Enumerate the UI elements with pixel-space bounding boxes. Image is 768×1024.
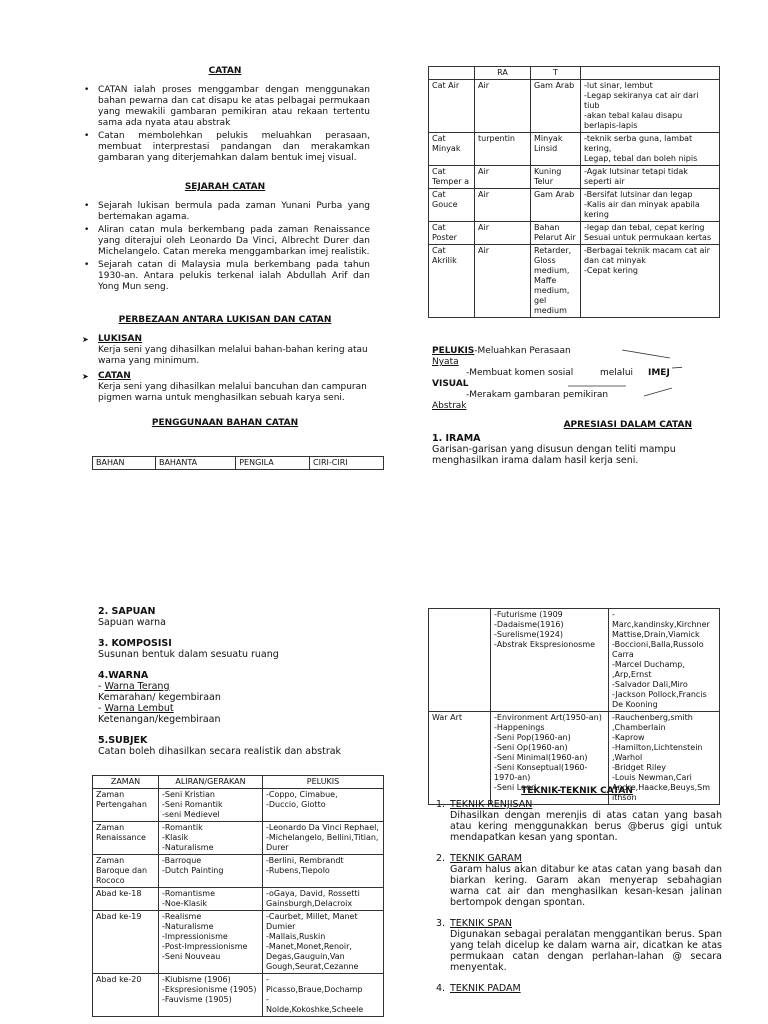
lukisan-block <box>80 334 370 367</box>
table-cell: Zaman Pertengahan <box>93 789 159 822</box>
catan-def-block <box>80 371 370 404</box>
komposisi-text: Susunan bentuk dalam sesuatu ruang <box>98 649 279 660</box>
teknik-item <box>432 918 722 973</box>
table-cell: -Romantik -Klasik -Naturalisme <box>159 822 263 855</box>
table-cell: Cat Minyak <box>429 133 475 166</box>
table-row <box>93 789 384 822</box>
sapuan-text: Sapuan warna <box>98 617 166 628</box>
table-cell: -teknik serba guna, lambat kering, Legap, tebal dan boleh nipis <box>581 133 720 166</box>
table-cell <box>429 609 491 712</box>
table-cell: -Berlini, Rembrandt -Rubens,Tiepolo <box>263 855 384 888</box>
penggunaan-title: PENGGUNAAN BAHAN CATAN <box>151 418 299 428</box>
catan-bullet: • CATAN ialah proses menggambar dengan menggunakan bahan pewarna dan cat disapu ke atas pelbagai permukaan yang mewakili gambaran pemikiran atau rekaan tertentu sama ada nyata atau abstrak <box>80 85 370 129</box>
komposisi-head: 3. KOMPOSISI <box>98 638 172 649</box>
penggunaan-header-row <box>93 457 384 470</box>
teknik-num: 4. <box>436 983 446 994</box>
table-cell: Abad ke-18 <box>93 888 159 911</box>
teknik-item-title: TEKNIK GARAM <box>450 853 522 864</box>
teknik-item-desc: Digunakan sebagai peralatan menggantikan berus. Span yang telah dicelup ke dalam warna air, dicatkan ke atas permukaan catan dengan perlahan-lahan @ secara menyentak. <box>450 929 722 973</box>
warna-head: 4.WARNA <box>98 670 149 681</box>
table-cell: -Futurisme (1909 -Dadaisme(1916) -Surelisme(1924) -Abstrak Ekspresionosme <box>491 609 609 712</box>
catan-head: CATAN <box>98 371 131 381</box>
pelukis-abstrak: Abstrak <box>432 401 467 411</box>
table-row <box>93 822 384 855</box>
apresiasi-title: APRESIASI DALAM CATAN <box>563 420 692 430</box>
table-row <box>429 189 720 222</box>
table-header-cell: RA <box>475 67 531 80</box>
sejarah-bullets <box>80 201 370 293</box>
table-cell: Cat Gouce <box>429 189 475 222</box>
table-cell: -Caurbet, Millet, Manet Dumier -Mallais,Ruskin -Manet,Monet,Renoir, Degas,Gauguin,Van Gough,Seurat,Cezanne <box>263 911 384 974</box>
table-cell: -Seni Kristian -Seni Romantik -seni Medievel <box>159 789 263 822</box>
table-cell: Minyak Linsid <box>531 133 581 166</box>
table-cell: Abad ke-19 <box>93 911 159 974</box>
warna-lembut-desc: Ketenangan/kegembiraan <box>98 714 221 725</box>
pelukis-line3: -Merakam gambaran pemikiran <box>466 390 609 400</box>
teknik-item <box>432 983 722 994</box>
table-header-row <box>93 776 384 789</box>
warna-terang: Warna Terang <box>104 681 170 692</box>
teknik-item-title: TEKNIK RENJISAN <box>450 799 533 810</box>
table-cell: Zaman Baroque dan Rococo <box>93 855 159 888</box>
table-row <box>429 245 720 318</box>
table-header-cell: PELUKIS <box>263 776 384 789</box>
teknik-num: 3. <box>436 918 446 929</box>
teknik-item-desc: Garam halus akan ditabur ke atas catan yang basah dan biarkan kering. Garam akan menyerap sebahagian warna cat air dan menghasilkan kesan-kesan jalinan bertompok dengan spontan. <box>450 864 722 908</box>
table-cell: Gam Arab <box>531 80 581 133</box>
table-header-cell: T <box>531 67 581 80</box>
table-cell: Cat Akrilik <box>429 245 475 318</box>
bahan-catan-table <box>428 66 720 318</box>
irama-head: 1. IRAMA <box>432 433 481 444</box>
pelukis-label: PELUKIS <box>432 346 475 356</box>
table-cell: Kuning Telur <box>531 166 581 189</box>
table-cell: Cat Air <box>429 80 475 133</box>
pelukis-block <box>432 346 722 410</box>
pelukis-line1: -Meluahkan Perasaan <box>474 346 571 356</box>
table-cell: -Kiubisme (1906) -Ekspresionisme (1905) -Fauvisme (1905) <box>159 974 263 1017</box>
table-header-cell: CIRI-CIRI <box>310 457 384 470</box>
table-header-cell: BAHAN <box>93 457 156 470</box>
subjek-text: Catan boleh dihasilkan secara realistik dan abstrak <box>98 746 342 757</box>
table-cell: -Rauchenberg,smith ,Chamberlain -Kaprow -Hamilton,Lichtenstein ,Warhol -Bridget Riley -Louis Newman,Cari Andre,Haacke,Beuys,Sm ithson <box>609 712 720 805</box>
arrow-bullet-icon: ➤ <box>82 372 89 381</box>
table-header-cell: PENGILA <box>236 457 310 470</box>
table-cell: - Picasso,Braue,Dochamp - Nolde,Kokoshke,Scheele <box>263 974 384 1017</box>
irama-text: Garisan-garisan yang disusun dengan teliti mampu menghasilkan irama dalam hasil kerja seni. <box>432 444 676 466</box>
pelukis-arrows-icon <box>562 346 682 406</box>
table-row <box>429 80 720 133</box>
table-cell: Air <box>475 80 531 133</box>
table-cell: Zaman Renaissance <box>93 822 159 855</box>
table-row <box>93 974 384 1017</box>
table-row <box>93 855 384 888</box>
table-cell: -Berbagai teknik macam cat air dan cat minyak -Cepat kering <box>581 245 720 318</box>
table-cell: Gam Arab <box>531 189 581 222</box>
table-cell: Abad ke-20 <box>93 974 159 1017</box>
modern-art-table <box>428 608 720 805</box>
warna-terang-desc: Kemarahan/ kegembiraan <box>98 692 221 703</box>
table-cell: Air <box>475 245 531 318</box>
perbezaan-title: PERBEZAAN ANTARA LUKISAN DAN CATAN <box>118 315 332 325</box>
table-cell: -Realisme -Naturalisme -Impressionisme -Post-Impressionisme -Seni Nouveau <box>159 911 263 974</box>
warna-lembut: Warna Lembut <box>104 703 174 714</box>
table-cell: -Barroque -Dutch Painting <box>159 855 263 888</box>
catan-title: CATAN <box>208 66 242 76</box>
table-cell: turpentin <box>475 133 531 166</box>
penggunaan-table <box>92 456 384 470</box>
catan-text: Kerja seni yang dihasilkan melalui bancuhan dan campuran pigmen warna untuk menghasilkan sebuah karya seni. <box>98 382 367 403</box>
table-header-cell: ALIRAN/GERAKAN <box>159 776 263 789</box>
table-cell: Retarder, Gloss medium, Maffe medium, gel medium <box>531 245 581 318</box>
teknik-list <box>432 799 722 994</box>
table-row <box>429 166 720 189</box>
table-cell: -lut sinar, lembut -Legap sekiranya cat air dari tiub -akan tebal kalau disapu berlapis-lapis <box>581 80 720 133</box>
catan-bullets <box>80 85 370 164</box>
table-cell: -oGaya, David, Rossetti Gainsburgh,Delacroix <box>263 888 384 911</box>
teknik-section <box>432 786 722 994</box>
teknik-item-title: TEKNIK PADAM <box>450 983 521 994</box>
table-cell: Cat Temper a <box>429 166 475 189</box>
table-cell: Air <box>475 189 531 222</box>
zaman-table <box>92 775 384 1017</box>
teknik-title: TEKNIK-TEKNIK CATAN <box>521 786 633 796</box>
teknik-item-desc: Dihasilkan dengan merenjis di atas catan yang basah atau kering menggunakkan berus @berus gigi untuk mendapatkan kesan yang spontan. <box>450 810 722 843</box>
table-cell: -legap dan tebal, cepat kering Sesuai untuk permukaan kertas <box>581 222 720 245</box>
pelukis-imej: IMEJ <box>648 368 670 378</box>
table-cell: Cat Poster <box>429 222 475 245</box>
apresiasi-block <box>432 420 722 466</box>
pelukis-visual: VISUAL <box>432 379 469 389</box>
teknik-item <box>432 853 722 908</box>
table-cell: Bahan Pelarut Air <box>531 222 581 245</box>
left-top-section <box>80 66 370 429</box>
table-cell: Air <box>475 166 531 189</box>
sejarah-bullet: • Sejarah catan di Malaysia mula berkembang pada tahun 1930-an. Antara pelukis terkenal ialah Abdullah Arif dan Yong Mun seng. <box>80 260 370 293</box>
table-cell: -Leonardo Da Vinci Rephael, -Michelangelo, Bellini,Titian, Durer <box>263 822 384 855</box>
table-cell: -Coppo, Cimabue, -Duccio, Giotto <box>263 789 384 822</box>
lukisan-text: Kerja seni yang dihasilkan melalui bahan-bahan kering atau warna yang minimum. <box>98 345 368 366</box>
teknik-num: 1. <box>436 799 446 810</box>
teknik-num: 2. <box>436 853 446 864</box>
teknik-item-title: TEKNIK SPAN <box>450 918 512 929</box>
sejarah-title: SEJARAH CATAN <box>184 182 266 192</box>
table-cell: -Environment Art(1950-an) -Happenings -Seni Pop(1960-an) -Seni Op(1960-an) -Seni Minimal(1960-an) -Seni Konseptual(1960-1970-an) -Seni Land <box>491 712 609 805</box>
table-row <box>93 911 384 974</box>
left-bottom-section: 2. SAPUAN Sapuan warna 3. KOMPOSISI Susunan bentuk dalam sesuatu ruang 4.WARNA - Warna Terang Kemarahan/ kegembiraan - Warna Lembut Ketenangan/kegembiraan 5.SUBJEK Catan boleh dihasilkan secara realistik dan abstrak <box>98 606 378 757</box>
table-row <box>429 222 720 245</box>
table-cell: -Agak lutsinar tetapi tidak seperti air <box>581 166 720 189</box>
teknik-item <box>432 799 722 843</box>
pelukis-line2: -Membuat komen sosial <box>466 368 574 378</box>
subjek-head: 5.SUBJEK <box>98 735 148 746</box>
table-row <box>93 888 384 911</box>
table-header-cell <box>581 67 720 80</box>
table-header-cell <box>429 67 475 80</box>
lukisan-head: LUKISAN <box>98 334 143 344</box>
sejarah-bullet: • Sejarah lukisan bermula pada zaman Yunani Purba yang bertemakan agama. <box>80 201 370 223</box>
table-cell: - Marc,kandinsky,Kirchner Mattise,Drain,Viamick -Boccioni,Balla,Russolo Carra -Marcel Duchamp, ,Arp,Ernst -Salvador Dali,Miro -Jackson Pollock,Francis De Kooning <box>609 609 720 712</box>
pelukis-nyata: Nyata <box>432 357 459 367</box>
table-row <box>429 609 720 712</box>
table-cell: Air <box>475 222 531 245</box>
arrow-bullet-icon: ➤ <box>82 335 89 344</box>
table-header-cell: BAHANTA <box>155 457 235 470</box>
table-cell: -Bersifat lutsinar dan legap -Kalis air dan minyak apabila kering <box>581 189 720 222</box>
catan-bullet: • Catan membolehkan pelukis meluahkan perasaan, membuat interprestasi pandangan dan merakamkan gambaran yang diterjemahkan dalam bentuk imej visual. <box>80 131 370 164</box>
table-header-cell: ZAMAN <box>93 776 159 789</box>
table-cell: War Art <box>429 712 491 805</box>
table-header-row <box>429 67 720 80</box>
sejarah-bullet: • Aliran catan mula berkembang pada zaman Renaissance yang diterajui oleh Leonardo Da Vinci, Albrecht Durer dan Michelangelo. Catan mereka menggambarkan imej realistik. <box>80 225 370 258</box>
sapuan-head: 2. SAPUAN <box>98 606 156 617</box>
table-cell: -Romantisme -Noe-Klasik <box>159 888 263 911</box>
table-row <box>429 133 720 166</box>
pelukis-melalui: melalui <box>600 368 634 378</box>
